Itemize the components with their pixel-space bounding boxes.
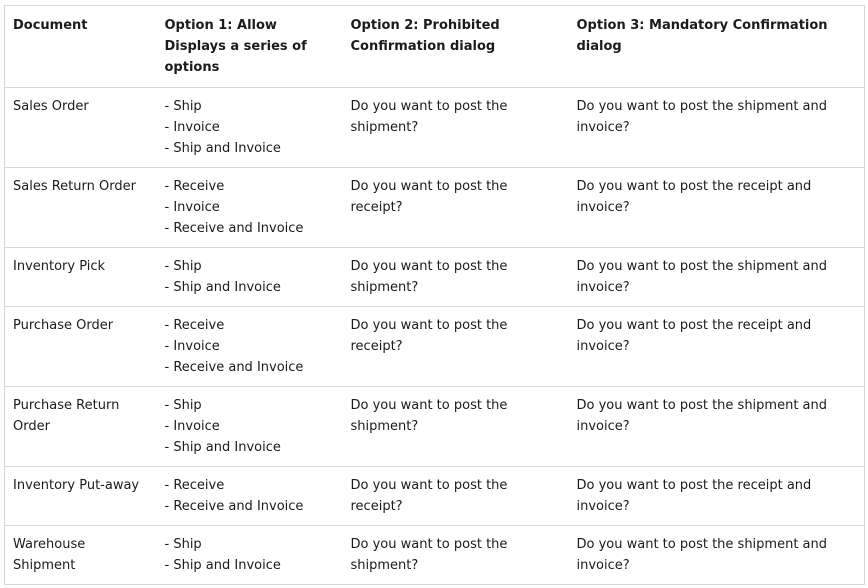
option2-cell: Do you want to post the receipt? — [343, 307, 569, 387]
option3-cell: Do you want to post the shipment and invoice? — [569, 526, 865, 585]
header-option1: Option 1: Allow Displays a series of options — [157, 6, 343, 88]
option-item: - Ship — [164, 537, 202, 552]
option-item: - Receive and Invoice — [164, 360, 304, 375]
option3-cell: Do you want to post the receipt and invoice? — [569, 168, 865, 248]
header-option2: Option 2: Prohibited Confirmation dialog — [343, 6, 569, 88]
document-cell: Purchase Return Order — [5, 387, 157, 467]
option-item: - Invoice — [164, 339, 220, 354]
option3-cell: Do you want to post the shipment and invoice? — [569, 88, 865, 168]
option2-cell: Do you want to post the shipment? — [343, 88, 569, 168]
table-header-row — [5, 6, 865, 88]
document-cell: Warehouse Shipment — [5, 526, 157, 585]
option-item: - Invoice — [164, 120, 220, 135]
option2-cell: Do you want to post the shipment? — [343, 387, 569, 467]
document-cell: Inventory Put-away — [5, 467, 157, 526]
table-body — [5, 88, 865, 585]
option1-cell — [157, 88, 343, 168]
option-item: - Invoice — [164, 200, 220, 215]
table-row — [5, 88, 865, 168]
option-item: - Ship and Invoice — [164, 440, 281, 455]
posting-options-table — [4, 5, 865, 585]
table-row — [5, 168, 865, 248]
option1-cell — [157, 248, 343, 307]
table-row — [5, 526, 865, 585]
option3-cell: Do you want to post the receipt and invoice? — [569, 467, 865, 526]
document-cell: Purchase Order — [5, 307, 157, 387]
option2-cell: Do you want to post the receipt? — [343, 467, 569, 526]
option1-cell — [157, 307, 343, 387]
option-item: - Ship and Invoice — [164, 280, 281, 295]
table-row — [5, 387, 865, 467]
document-cell: Sales Order — [5, 88, 157, 168]
option1-cell — [157, 387, 343, 467]
option-item: - Receive and Invoice — [164, 499, 304, 514]
option-item: - Ship — [164, 398, 202, 413]
option-item: - Invoice — [164, 419, 220, 434]
option3-cell: Do you want to post the shipment and invoice? — [569, 387, 865, 467]
option-item: - Receive — [164, 318, 225, 333]
option-item: - Receive and Invoice — [164, 221, 304, 236]
option3-cell: Do you want to post the receipt and invoice? — [569, 307, 865, 387]
option1-cell — [157, 467, 343, 526]
option-item: - Ship and Invoice — [164, 141, 281, 156]
option2-cell: Do you want to post the shipment? — [343, 248, 569, 307]
table-row — [5, 467, 865, 526]
option-item: - Receive — [164, 179, 225, 194]
option-item: - Ship and Invoice — [164, 558, 281, 573]
option2-cell: Do you want to post the shipment? — [343, 526, 569, 585]
table-row — [5, 307, 865, 387]
document-cell: Sales Return Order — [5, 168, 157, 248]
option2-cell: Do you want to post the receipt? — [343, 168, 569, 248]
option-item: - Receive — [164, 478, 225, 493]
document-cell: Inventory Pick — [5, 248, 157, 307]
option-item: - Ship — [164, 99, 202, 114]
header-document: Document — [5, 6, 157, 88]
option1-cell — [157, 168, 343, 248]
header-option3: Option 3: Mandatory Confirmation dialog — [569, 6, 865, 88]
table-row — [5, 248, 865, 307]
option3-cell: Do you want to post the shipment and invoice? — [569, 248, 865, 307]
option-item: - Ship — [164, 259, 202, 274]
option1-cell — [157, 526, 343, 585]
